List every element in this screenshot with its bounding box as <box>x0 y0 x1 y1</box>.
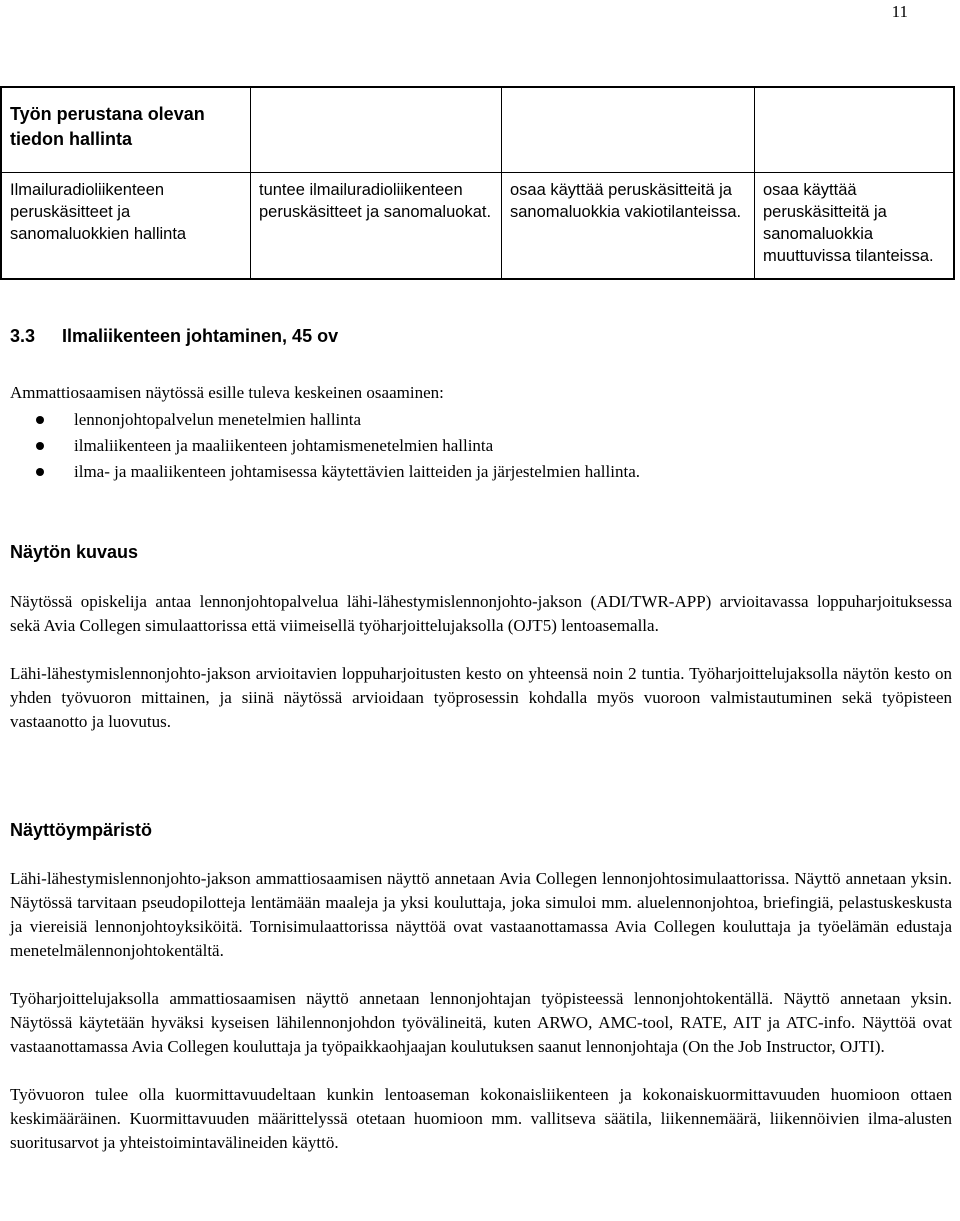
bullet-icon <box>36 442 44 450</box>
nayttoymparisto-heading: Näyttöympäristö <box>10 820 153 840</box>
naytto-kuvaus-body <box>10 590 952 734</box>
list-item: ilma- ja maaliikenteen johtamisessa käytettävien laitteiden ja järjestelmien hallinta. <box>10 459 952 485</box>
intro-block <box>10 381 952 485</box>
table-cell-level1: tuntee ilmailuradioliikenteen peruskäsitteet ja sanomaluokat. <box>251 173 502 280</box>
nayttoymparisto-body <box>10 867 952 1155</box>
table-header-empty <box>502 87 755 173</box>
table-cell-level2: osaa käyttää peruskäsitteitä ja sanomaluokkia vakiotilanteissa. <box>502 173 755 280</box>
paragraph: Lähi-lähestymislennonjohto-jakson ammattiosaamisen näyttö annetaan Avia Collegen lennonjohtosimulaattorissa. Näyttö annetaan yksin. Näytössä tarvitaan pseudopilotteja lentämään maaleja ja yksi kouluttaja, joka simuloi mm. aluelennonjohtoa, briefingiä, pelastuskeskusta ja viereisiä lennonjohtoyksiköitä. Tornisimulaattorissa näyttöä ovat vastaanottamassa Avia Collegen kouluttaja ja työelämän edustaja menetelmälennonjohtokentältä. <box>10 869 952 960</box>
page-number: 11 <box>891 2 908 21</box>
intro-text: Ammattiosaamisen näytössä esille tuleva keskeinen osaaminen: <box>10 383 444 402</box>
paragraph: Työharjoittelujaksolla ammattiosaamisen näyttö annetaan lennonjohtajan työpisteessä lennonjohtokentällä. Näyttö annetaan yksin. Näytössä käytetään hyväksi kyseisen lähilennonjohdon työvälineitä, kuten ARWO, AMC-tool, RATE, AIT ja ATC-info. Näyttöä ovat vastaanottamassa Avia Collegen kouluttaja ja työpaikkaohjaajan koulutuksen saanut lennonjohtaja (On the Job Instructor, OJTI). <box>10 989 952 1056</box>
table-cell-topic: Ilmailuradioliikenteen peruskäsitteet ja sanomaluokkien hallinta <box>1 173 251 280</box>
paragraph: Lähi-lähestymislennonjohto-jakson arvioitavien loppuharjoitusten kesto on yhteensä noin 2 tuntia. Työharjoittelujaksolla näytön kesto on yhden työvuoron mittainen, ja siinä näytössä arvioidaan työprosessin kohdalla myös vuoroon valmistautuminen sekä työpisteen vastaanotto ja luovutus. <box>10 664 952 731</box>
table-header-title: Työn perustana olevan tiedon hallinta <box>1 87 251 173</box>
section-heading <box>10 326 338 347</box>
bullet-icon <box>36 416 44 424</box>
bullet-icon <box>36 468 44 476</box>
paragraph: Näytössä opiskelija antaa lennonjohtopalvelua lähi-lähestymislennonjohto-jakson (ADI/TWR-APP) arvioitavassa loppuharjoituksessa sekä Avia Collegen simulaattorissa että viimeisellä työharjoittelujaksolla (OJT5) lentoasemalla. <box>10 592 952 635</box>
list-item: lennonjohtopalvelun menetelmien hallinta <box>10 407 952 433</box>
paragraph: Työvuoron tulee olla kuormittavuudeltaan kunkin lentoaseman kokonaisliikenteen ja kokonaiskuormittavuuden huomioon ottaen keskimääräinen. Kuormittavuuden määrittelyssä otetaan huomioon mm. vallitseva säätila, liikennemäärä, liikennöivien ilma-alusten suoritusarvot ja yhteistoimintavälineiden käyttö. <box>10 1085 952 1152</box>
section-title: Ilmaliikenteen johtaminen, 45 ov <box>62 326 339 346</box>
bullet-list <box>10 407 952 485</box>
table-header-empty <box>251 87 502 173</box>
table-cell-level3: osaa käyttää peruskäsitteitä ja sanomaluokkia muuttuvissa tilanteissa. <box>755 173 955 280</box>
naytto-kuvaus-heading: Näytön kuvaus <box>10 542 139 562</box>
competence-table <box>0 86 955 280</box>
table-header-empty <box>755 87 955 173</box>
section-number: 3.3 <box>10 326 36 346</box>
list-item: ilmaliikenteen ja maaliikenteen johtamismenetelmien hallinta <box>10 433 952 459</box>
